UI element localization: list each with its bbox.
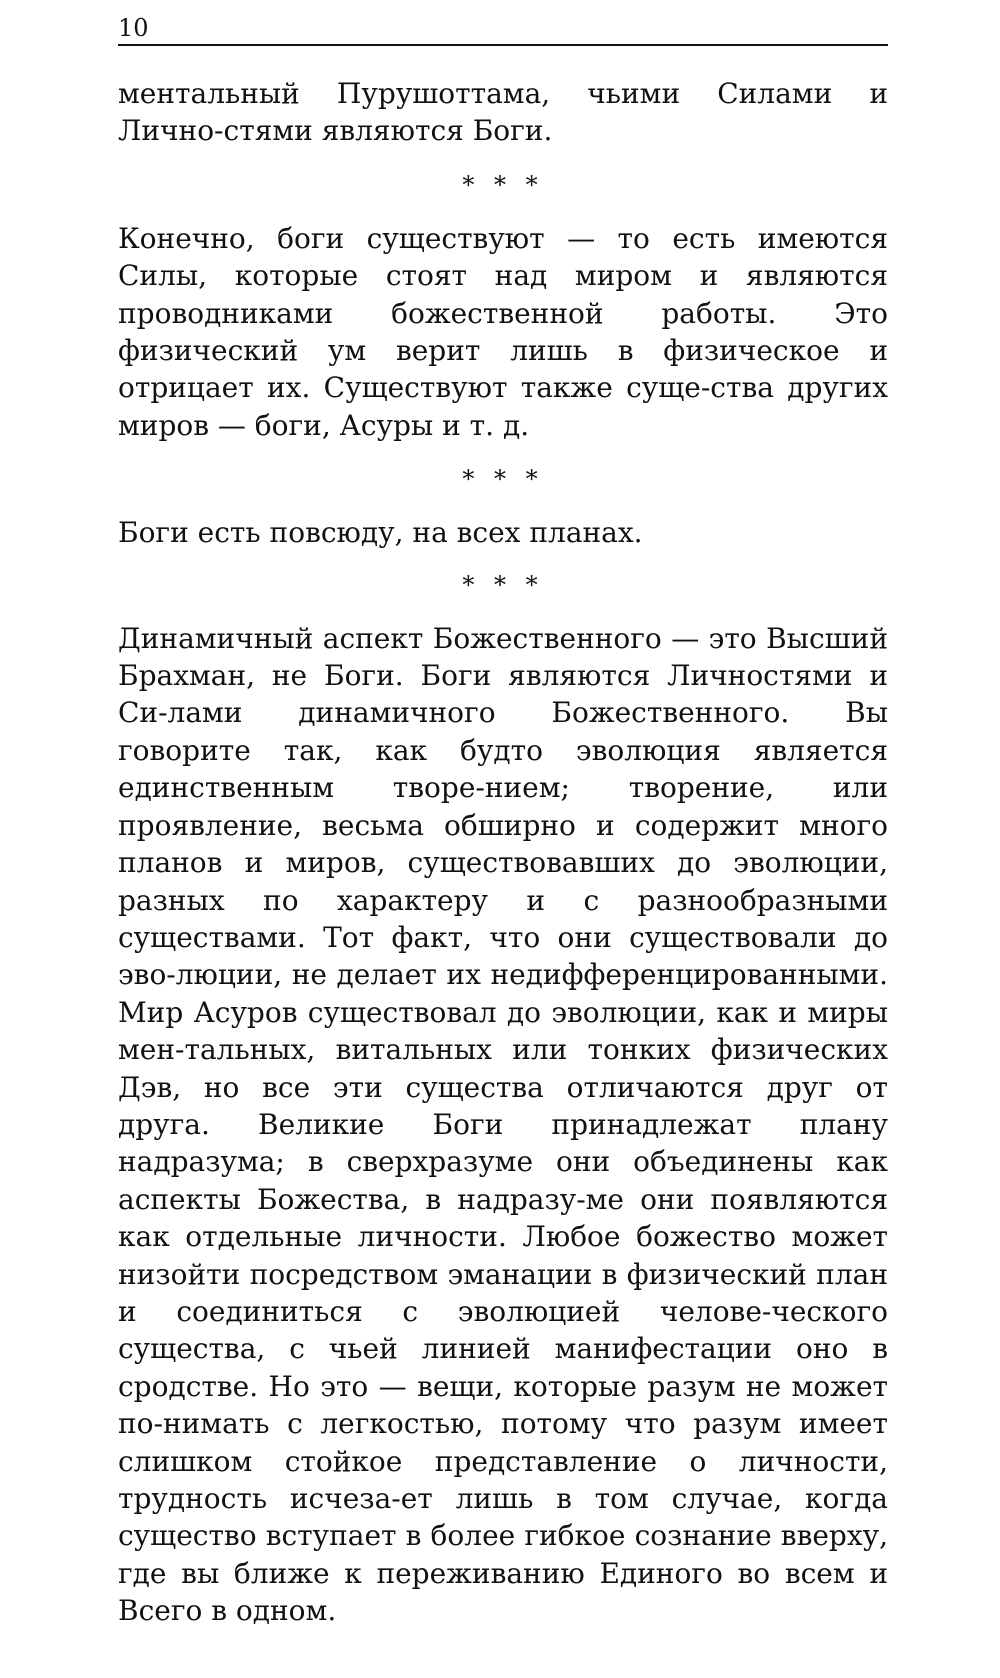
- paragraph-1: ментальный Пурушоттама, чьими Силами и Лично-стями являются Боги.: [118, 77, 888, 148]
- paragraph-4: Динамичный аспект Божественного — это Высший Брахман, не Боги. Боги являются Личностями и Си-лами динамичного Божественного. Вы говорите так, как будто эволюция является единственным творе-нием; творение, или проявление, весьма обширно и содержит много планов и миров, существовавших до эволюции, разных по характеру и с разнообразными существами. Тот факт, что они существовали до эво-люции, не делает их недифференцированными. Мир Асуров существовал до эволюции, как и миры мен-тальных, витальных или тонких физических Дэв, но все эти существа отличаются друг от друга. Великие Боги принадлежат плану надразума; в сверхразуме они объединены как аспекты Божества, в надразу-ме они появляются как отдельные личности. Любое божество может низойти посредством эманации в физический план и соединиться с эволюцией челове-ческого существа, с чьей линией манифестации оно в сродстве. Но это — вещи, которые разум не может по-нимать с легкостью, потому что разум имеет слишком стойкое представление о личности, трудность исчеза-ет лишь в том случае, когда существо вступает в более гибкое сознание вверху, где вы ближе к переживанию Единого во всем и Всего в одном.: [118, 621, 888, 1628]
- paragraph-3: Боги есть повсюду, на всех планах.: [118, 516, 643, 550]
- header-rule: [118, 44, 888, 46]
- section-separator-2: * * *: [462, 465, 544, 494]
- paragraph-2: Конечно, боги существуют — то есть имеются Силы, которые стоят над миром и являются проводниками божественной работы. Это физический ум верит лишь в физическое и отрицает их. Существуют также суще-ства других миров — боги, Асуры и т. д.: [118, 221, 888, 442]
- book-page: [118, 0, 888, 1630]
- section-separator-1: * * *: [462, 170, 544, 199]
- section-separator-3: * * *: [462, 570, 544, 599]
- page-number: 10: [118, 14, 149, 42]
- page-header: [118, 0, 888, 46]
